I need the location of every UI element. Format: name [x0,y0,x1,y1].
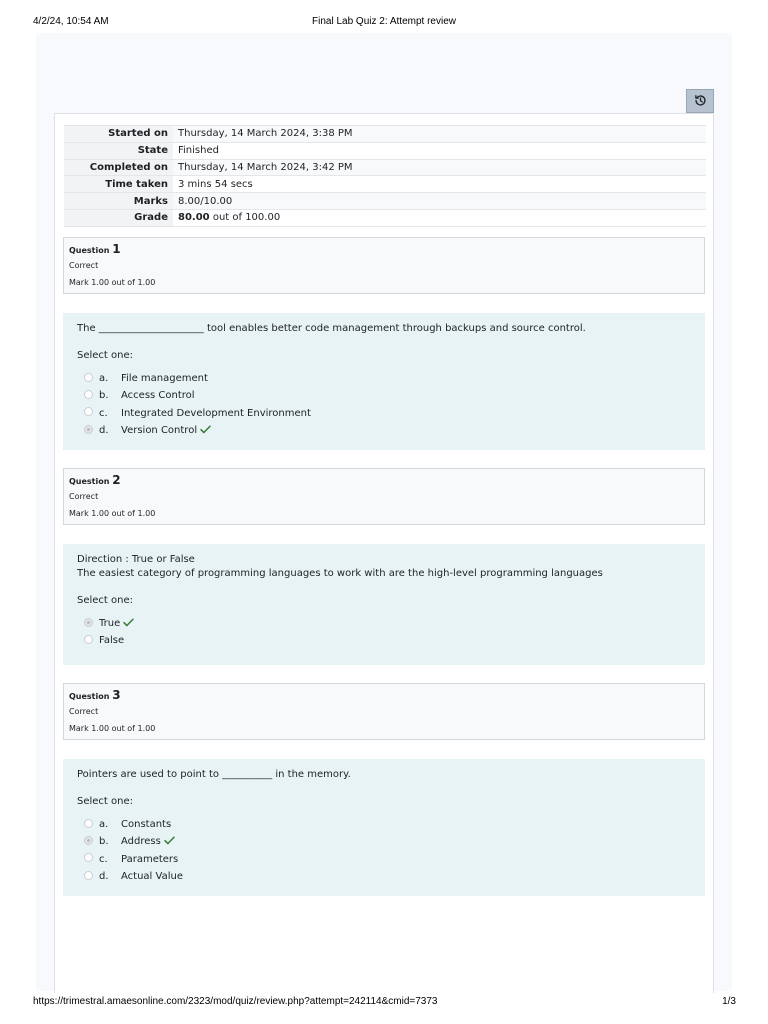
check-icon [161,836,175,847]
radio-button[interactable] [84,373,93,382]
question-grade: Mark 1.00 out of 1.00 [69,278,156,287]
summary-value: 8.00/10.00 [173,193,706,210]
answer-letter: b. [99,836,109,848]
question-2-info [63,468,705,525]
answer-list [77,816,691,886]
summary-row [64,176,706,193]
question-label: Question [69,477,110,486]
print-footer [0,996,768,1010]
question-3-content [63,759,705,896]
answer-list [77,615,691,650]
question-text: Pointers are used to point to __________ in the memory. [77,769,351,780]
history-icon [694,92,707,111]
answer-letter: a. [99,373,109,384]
answer-text: True [99,618,121,629]
radio-button[interactable] [84,407,93,416]
summary-value: 3 mins 54 secs [173,176,706,193]
check-icon [197,425,211,436]
answer-letter: d. [99,425,109,437]
print-url: https://trimestral.amaesonline.com/2323/mod/quiz/review.php?attempt=242114&cmid=7373 [33,996,438,1007]
print-header [0,16,768,30]
answer-text: File management [121,373,208,384]
answer-option[interactable] [77,851,691,868]
print-page-number: 1/3 [722,996,736,1007]
question-3-info [63,683,705,740]
question-label: Question [69,692,110,701]
question-number-value: 1 [112,242,121,256]
answer-text: Access Control [121,390,195,402]
question-1-info [63,237,705,294]
answer-option[interactable] [77,405,691,422]
answer-letter: a. [99,819,109,830]
answer-text: Integrated Development Environment [121,407,311,419]
radio-button[interactable] [84,635,93,644]
summary-label: State [64,142,173,159]
answer-list [77,370,691,440]
select-one-label: Select one: [77,595,134,606]
answer-text: Actual Value [121,871,183,883]
print-title: Final Lab Quiz 2: Attempt review [312,16,456,27]
question-number-value: 3 [112,688,121,702]
answer-option[interactable] [77,370,691,387]
answer-text: Address [121,836,161,848]
answer-letter: d. [99,871,109,883]
question-state: Correct [69,707,99,716]
summary-value: Thursday, 14 March 2024, 3:42 PM [173,159,706,176]
question-text: The easiest category of programming languages to work with are the high-level programming languages [77,568,603,579]
answer-text: False [99,635,125,647]
summary-label: Marks [64,193,173,210]
question-text: The _____________________ tool enables better code management through backups and source control. [77,323,586,334]
answer-text: Constants [121,819,172,830]
summary-label: Completed on [64,159,173,176]
answer-letter: c. [99,853,108,865]
question-number [69,473,699,487]
answer-letter: c. [99,407,108,419]
answer-option[interactable] [77,868,691,885]
answer-text: Version Control [121,425,198,437]
question-state: Correct [69,492,99,501]
summary-row [64,142,706,159]
summary-label: Started on [64,126,173,143]
radio-button[interactable] [84,390,93,399]
summary-label: Time taken [64,176,173,193]
question-label: Question [69,246,110,255]
summary-value: Finished [173,142,706,159]
radio-button[interactable] [84,425,93,434]
question-grade: Mark 1.00 out of 1.00 [69,724,156,733]
question-number [69,688,699,702]
summary-row [64,126,706,143]
answer-option[interactable] [77,615,691,632]
summary-label: Grade [64,209,173,226]
select-one-label: Select one: [77,350,134,361]
radio-button[interactable] [84,836,93,845]
question-state: Correct [69,261,99,270]
question-number [69,242,699,256]
answer-option[interactable] [77,422,691,439]
answer-text: Parameters [121,853,179,865]
summary-value [173,209,706,226]
grade-value: 80.00 [178,212,210,224]
summary-row [64,193,706,210]
radio-button[interactable] [84,819,93,828]
radio-button[interactable] [84,871,93,880]
attempt-review-content [54,113,714,993]
answer-letter: b. [99,390,109,402]
summary-row [64,159,706,176]
select-one-label: Select one: [77,796,134,807]
question-grade: Mark 1.00 out of 1.00 [69,509,156,518]
radio-button[interactable] [84,618,93,627]
question-number-value: 2 [112,473,121,487]
print-datetime: 4/2/24, 10:54 AM [33,16,109,27]
summary-row [64,209,706,226]
radio-button[interactable] [84,853,93,862]
attempt-summary-table [64,125,706,227]
answer-option[interactable] [77,632,691,649]
question-1-content [63,313,705,450]
answer-option[interactable] [77,833,691,850]
history-button[interactable] [686,89,714,113]
grade-out-of: out of 100.00 [209,212,281,224]
question-2-content [63,544,705,665]
answer-option[interactable] [77,387,691,404]
summary-value: Thursday, 14 March 2024, 3:38 PM [173,126,706,143]
question-direction: Direction : True or False [77,554,195,565]
check-icon [120,618,134,629]
answer-option[interactable] [77,816,691,833]
